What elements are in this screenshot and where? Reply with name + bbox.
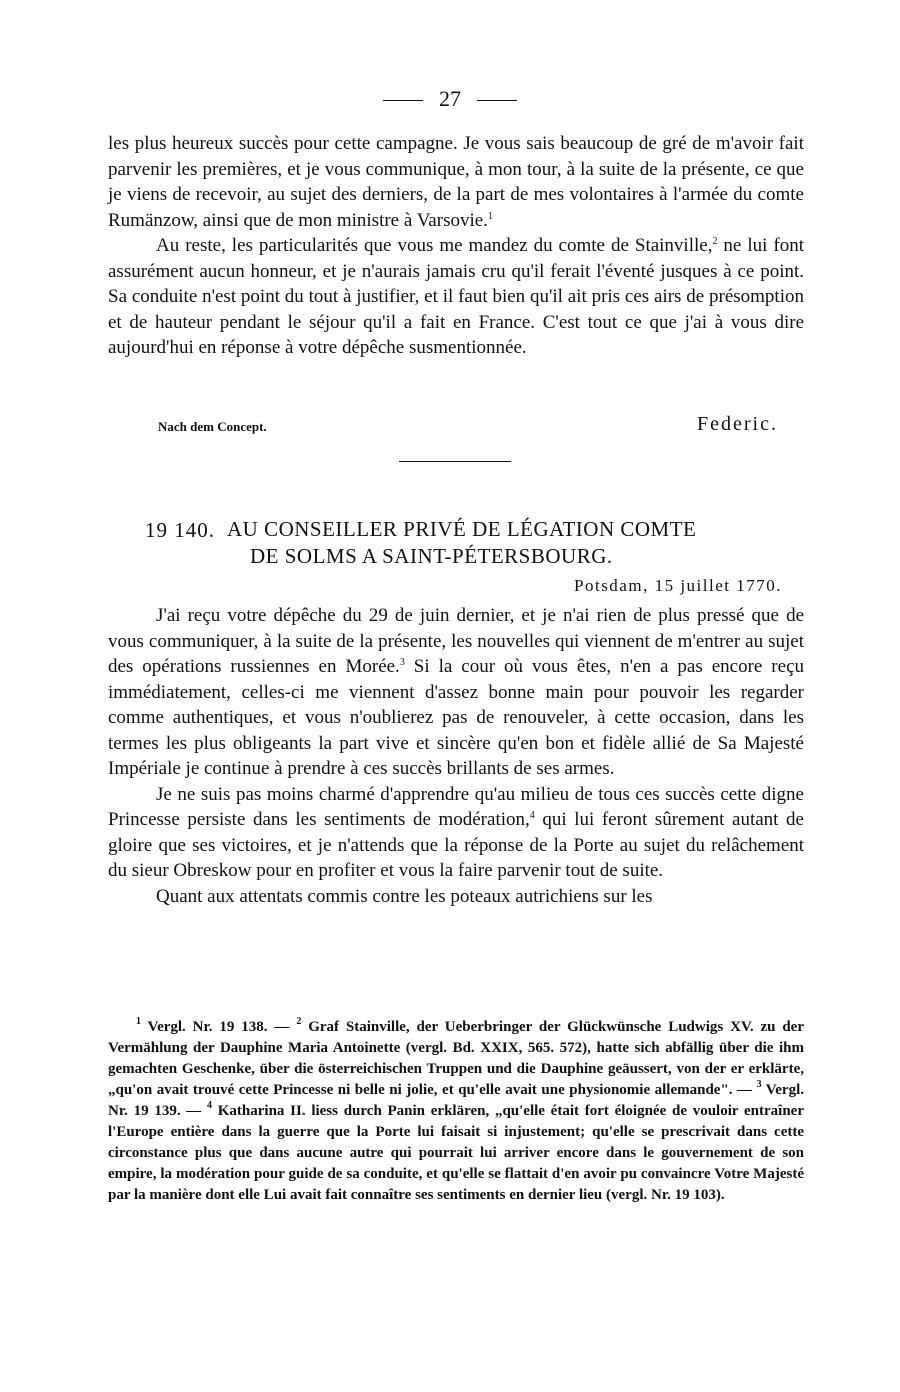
footnote-text: Vergl. Nr. 19 138. — (141, 1019, 297, 1035)
paragraph-text: les plus heureux succès pour cette campagne. Je vous sais beaucoup de gré de m'avoir fait parvenir les premières, et je vous communique, à mon tour, à la suite de la présente, ce que je viens de recevoir, au sujet des derniers, de la part de mes volontaires à l'armée du comte Rumänzow, ainsi que de mon ministre à Varsovie. (108, 133, 804, 231)
footnote-mark: 3 (756, 1079, 762, 1090)
closing (158, 413, 778, 437)
footnotes (108, 1017, 804, 1206)
footnote-block (108, 1017, 804, 1206)
paragraph-text: Je ne suis pas moins charmé d'apprendre qu'au milieu de tous ces succès cette digne Princesse persiste dans les sentiments de modération, (108, 783, 804, 830)
footnote-mark: 4 (207, 1100, 213, 1111)
footnote-text: Katharina II. liess durch Panin erklären, „qu'elle était fort éloignée de vouloir entraîner l'Europe entière dans la guerre que la Porte lui faisait si injustement; qu'elle se prescrivait dans cette circonstance plus que dans aucune autre qui pourrait lui arriver encore dans le gouvernement de son empire, la modération pour guide de sa conduite, et qu'elle se flattait d'en avoir pu convaincre Votre Majesté par la manière dont elle Lui avait fait connaître ses sentiments en dernier lieu (vergl. Nr. 19 103). (108, 1103, 804, 1203)
dash-right (477, 100, 517, 101)
dateline (574, 576, 782, 596)
dash-left (383, 100, 423, 101)
footnote-mark: 2 (296, 1016, 302, 1027)
signature: Federic. (697, 413, 778, 435)
footnote-mark: 1 (136, 1016, 141, 1027)
letter-body (108, 603, 804, 909)
footnote-text: Vergl. Nr. 19 139. — (108, 1082, 804, 1119)
letter-title-line1: AU CONSEILLER PRIVÉ DE LÉGATION COMTE (227, 517, 697, 541)
paragraph (108, 603, 804, 782)
letter-number: 19 140. (145, 518, 215, 542)
section-separator (399, 461, 511, 462)
paragraph-text: Quant aux attentats commis contre les poteaux autrichiens sur les (156, 885, 653, 907)
dateline-place: Potsdam, (574, 576, 649, 595)
paragraph (108, 233, 804, 361)
page-number-text: 27 (439, 86, 461, 111)
paragraph-text: Si la cour où vous êtes, n'en a pas encore reçu immédiatement, celles-ci me viennent d'assez bonne main pour pouvoir les regarder comme authentiques, et vous n'oublierez pas de renouveler, à cette occasion, dans les termes les plus obligeants la part vive et sincère qu'en bon et fidèle allié de Sa Majesté Impériale je continue à prendre à ces succès brillants de ses armes. (108, 656, 804, 779)
paragraph (108, 131, 804, 233)
letter-title-line2: DE SOLMS A SAINT-PÉTERSBOURG. (250, 544, 613, 568)
footnote-ref: 1 (487, 210, 493, 222)
source-note: Nach dem Concept. (158, 419, 267, 434)
paragraph (108, 782, 804, 884)
continuation-text (108, 131, 804, 361)
paragraph-text: Au reste, les particularités que vous me mandez du comte de Stainville, (156, 235, 713, 256)
paragraph-text: ne lui font assurément aucun honneur, et je n'aurais jamais cru qu'il ferait l'éventé jusques à ce point. Sa conduite n'est point du tout à justifier, et il faut bien qu'il ait pris ces airs de présomption et de hauteur pendant le séjour qu'il a fait en France. C'est tout ce que j'ai à vous dire aujourd'hui en réponse à votre dépêche susmentionnée. (108, 235, 804, 358)
paragraph (108, 884, 804, 910)
page-number (0, 86, 900, 112)
footnote-ref: 4 (529, 810, 535, 821)
dateline-date: 15 juillet 1770. (654, 576, 782, 595)
paragraph-text: qui lui feront sûrement autant de gloire que ses victoires, et je n'attends que la réponse de la Porte au sujet du relâchement du sieur Obreskow pour en profiter et vous la faire parvenir tout de suite. (108, 809, 804, 881)
paragraph-text: J'ai reçu votre dépêche du 29 de juin dernier, et je n'ai rien de plus pressé que de vous communiquer, à la suite de la présente, les nouvelles qui viennent de m'entrer au sujet des opérations russiennes en Morée. (108, 605, 804, 677)
footnote-text: Graf Stainville, der Ueberbringer der Glückwünsche Ludwigs XV. zu der Vermählung der Dauphine Maria Antoinette (vergl. Bd. XXIX, 565. 572), hatte sich abfällig über die ihm gemachten Geschenke, über die österreichischen Truppen und die Dauphine geäussert, von der er erklärte, „qu'on avait trouvé cette Princesse ni belle ni jolie, et qu'elle avait une physionomie allemande". — (108, 1019, 805, 1098)
footnote-ref: 3 (399, 657, 405, 668)
footnote-ref: 2 (712, 236, 718, 247)
